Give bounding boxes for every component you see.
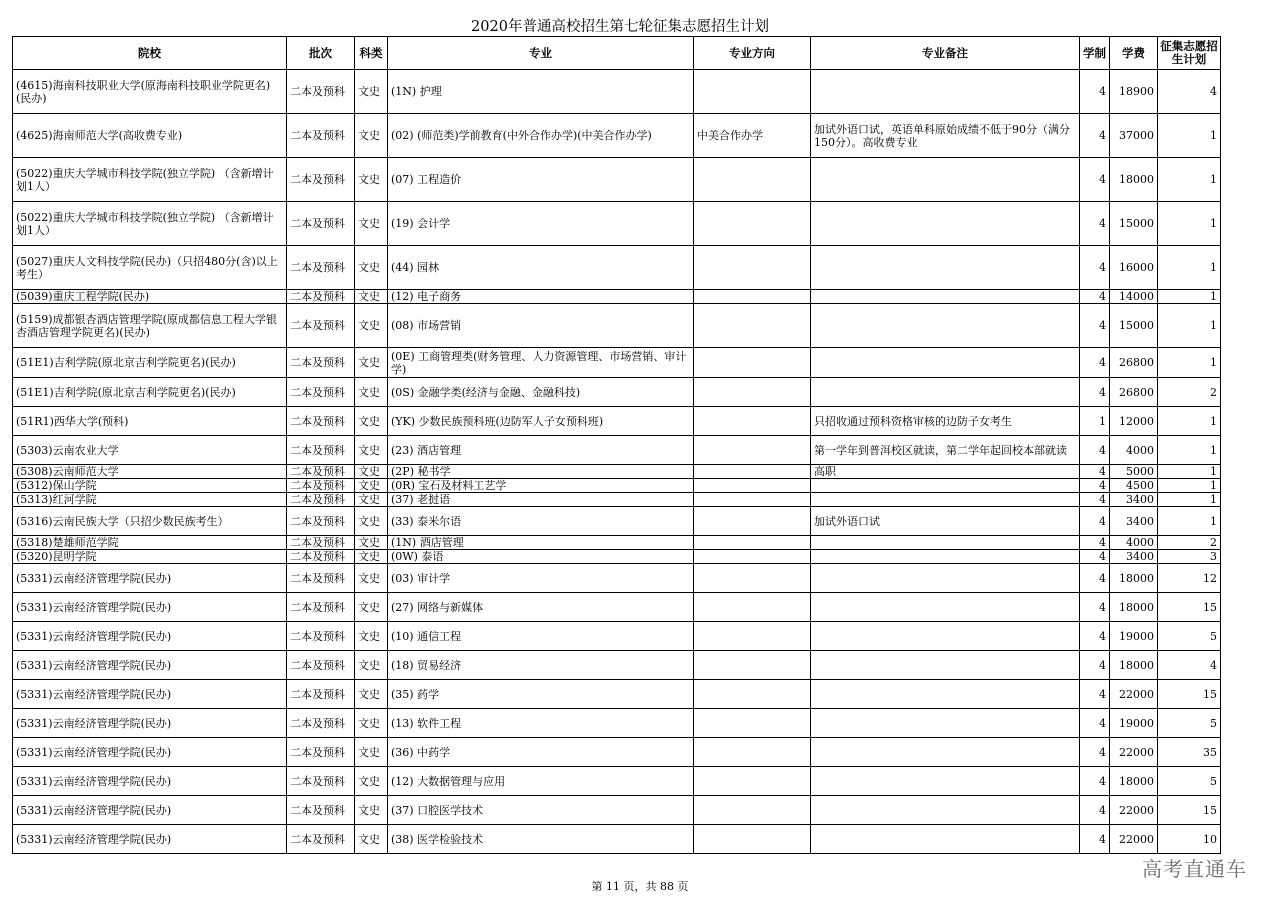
cell-plan: 1	[1158, 436, 1221, 465]
table-row	[13, 507, 1221, 536]
cell-years: 4	[1080, 507, 1110, 536]
cell-direction	[694, 348, 811, 378]
cell-major: (23) 酒店管理	[388, 436, 694, 465]
cell-years: 4	[1080, 796, 1110, 825]
cell-plan: 4	[1158, 651, 1221, 680]
cell-years: 4	[1080, 767, 1110, 796]
cell-major: (38) 医学检验技术	[388, 825, 694, 854]
cell-batch: 二本及预科	[287, 680, 355, 709]
cell-years: 4	[1080, 465, 1110, 479]
table-row	[13, 738, 1221, 767]
cell-plan: 1	[1158, 348, 1221, 378]
cell-category: 文史	[355, 479, 388, 493]
cell-direction	[694, 507, 811, 536]
cell-remark	[811, 564, 1080, 593]
cell-direction	[694, 738, 811, 767]
cell-batch: 二本及预科	[287, 622, 355, 651]
cell-remark	[811, 378, 1080, 407]
table-row	[13, 536, 1221, 550]
cell-years: 4	[1080, 550, 1110, 564]
cell-plan: 35	[1158, 738, 1221, 767]
cell-fee: 22000	[1110, 825, 1158, 854]
table-row	[13, 709, 1221, 738]
cell-fee: 14000	[1110, 290, 1158, 304]
cell-years: 4	[1080, 709, 1110, 738]
cell-batch: 二本及预科	[287, 593, 355, 622]
cell-category: 文史	[355, 70, 388, 114]
cell-major: (27) 网络与新媒体	[388, 593, 694, 622]
cell-school: (5331)云南经济管理学院(民办)	[13, 825, 287, 854]
cell-batch: 二本及预科	[287, 550, 355, 564]
table-row	[13, 290, 1221, 304]
cell-years: 4	[1080, 378, 1110, 407]
cell-remark	[811, 536, 1080, 550]
cell-plan: 15	[1158, 680, 1221, 709]
cell-remark	[811, 550, 1080, 564]
cell-years: 4	[1080, 825, 1110, 854]
cell-plan: 1	[1158, 407, 1221, 436]
cell-category: 文史	[355, 622, 388, 651]
cell-major: (33) 泰米尔语	[388, 507, 694, 536]
cell-direction	[694, 436, 811, 465]
cell-fee: 3400	[1110, 507, 1158, 536]
cell-category: 文史	[355, 290, 388, 304]
header-school: 院校	[13, 37, 287, 70]
cell-batch: 二本及预科	[287, 407, 355, 436]
cell-major: (0E) 工商管理类(财务管理、人力资源管理、市场营销、审计学)	[388, 348, 694, 378]
cell-major: (36) 中药学	[388, 738, 694, 767]
cell-direction	[694, 709, 811, 738]
cell-direction	[694, 246, 811, 290]
cell-direction	[694, 680, 811, 709]
cell-years: 1	[1080, 407, 1110, 436]
cell-school: (5313)红河学院	[13, 493, 287, 507]
cell-category: 文史	[355, 651, 388, 680]
cell-plan: 5	[1158, 709, 1221, 738]
cell-direction	[694, 202, 811, 246]
cell-remark	[811, 493, 1080, 507]
cell-remark	[811, 202, 1080, 246]
cell-school: (5331)云南经济管理学院(民办)	[13, 651, 287, 680]
cell-batch: 二本及预科	[287, 651, 355, 680]
cell-major: (08) 市场营销	[388, 304, 694, 348]
cell-direction	[694, 465, 811, 479]
cell-years: 4	[1080, 738, 1110, 767]
cell-category: 文史	[355, 304, 388, 348]
header-plan: 征集志愿招生计划	[1158, 37, 1221, 70]
cell-major: (YK) 少数民族预科班(边防军人子女预科班)	[388, 407, 694, 436]
cell-fee: 19000	[1110, 622, 1158, 651]
cell-direction	[694, 290, 811, 304]
cell-school: (51E1)吉利学院(原北京吉利学院更名)(民办)	[13, 378, 287, 407]
cell-category: 文史	[355, 738, 388, 767]
cell-school: (5331)云南经济管理学院(民办)	[13, 709, 287, 738]
cell-school: (5316)云南民族大学（只招少数民族考生）	[13, 507, 287, 536]
cell-remark	[811, 767, 1080, 796]
page-title: 2020年普通高校招生第七轮征集志愿招生计划	[471, 19, 769, 35]
cell-batch: 二本及预科	[287, 507, 355, 536]
cell-years: 4	[1080, 246, 1110, 290]
cell-batch: 二本及预科	[287, 304, 355, 348]
cell-major: (18) 贸易经济	[388, 651, 694, 680]
cell-category: 文史	[355, 378, 388, 407]
cell-remark	[811, 593, 1080, 622]
cell-plan: 1	[1158, 158, 1221, 202]
cell-category: 文史	[355, 564, 388, 593]
cell-school: (5320)昆明学院	[13, 550, 287, 564]
cell-remark: 加试外语口试	[811, 507, 1080, 536]
cell-school: (4625)海南师范大学(高收费专业)	[13, 114, 287, 158]
cell-batch: 二本及预科	[287, 709, 355, 738]
cell-batch: 二本及预科	[287, 493, 355, 507]
cell-school: (5039)重庆工程学院(民办)	[13, 290, 287, 304]
cell-plan: 1	[1158, 290, 1221, 304]
cell-school: (5331)云南经济管理学院(民办)	[13, 593, 287, 622]
cell-direction	[694, 796, 811, 825]
cell-remark	[811, 348, 1080, 378]
header-years: 学制	[1080, 37, 1110, 70]
cell-school: (5318)楚雄师范学院	[13, 536, 287, 550]
cell-major: (37) 老挝语	[388, 493, 694, 507]
cell-remark	[811, 70, 1080, 114]
enrollment-plan-table	[12, 36, 1221, 854]
cell-plan: 1	[1158, 114, 1221, 158]
cell-category: 文史	[355, 593, 388, 622]
table-row	[13, 158, 1221, 202]
cell-fee: 16000	[1110, 246, 1158, 290]
table-row	[13, 202, 1221, 246]
cell-direction	[694, 70, 811, 114]
cell-plan: 1	[1158, 493, 1221, 507]
cell-batch: 二本及预科	[287, 348, 355, 378]
cell-school: (5022)重庆大学城市科技学院(独立学院) （含新增计划1人）	[13, 202, 287, 246]
cell-plan: 4	[1158, 70, 1221, 114]
cell-fee: 18000	[1110, 564, 1158, 593]
cell-category: 文史	[355, 246, 388, 290]
cell-major: (1N) 酒店管理	[388, 536, 694, 550]
cell-years: 4	[1080, 114, 1110, 158]
cell-fee: 3400	[1110, 493, 1158, 507]
cell-school: (5331)云南经济管理学院(民办)	[13, 767, 287, 796]
cell-direction	[694, 158, 811, 202]
cell-plan: 1	[1158, 304, 1221, 348]
cell-years: 4	[1080, 593, 1110, 622]
cell-batch: 二本及预科	[287, 246, 355, 290]
cell-school: (51R1)西华大学(预科)	[13, 407, 287, 436]
cell-remark: 第一学年到普洱校区就读，第二学年起回校本部就读	[811, 436, 1080, 465]
cell-plan: 1	[1158, 246, 1221, 290]
cell-years: 4	[1080, 564, 1110, 593]
cell-fee: 5000	[1110, 465, 1158, 479]
cell-category: 文史	[355, 114, 388, 158]
cell-major: (19) 会计学	[388, 202, 694, 246]
cell-school: (5308)云南师范大学	[13, 465, 287, 479]
header-direction: 专业方向	[694, 37, 811, 70]
header-fee: 学费	[1110, 37, 1158, 70]
cell-fee: 18000	[1110, 767, 1158, 796]
cell-batch: 二本及预科	[287, 158, 355, 202]
cell-plan: 3	[1158, 550, 1221, 564]
cell-direction	[694, 825, 811, 854]
table-row	[13, 304, 1221, 348]
cell-plan: 2	[1158, 378, 1221, 407]
cell-fee: 26800	[1110, 378, 1158, 407]
cell-direction	[694, 550, 811, 564]
cell-fee: 18900	[1110, 70, 1158, 114]
cell-remark	[811, 825, 1080, 854]
cell-category: 文史	[355, 767, 388, 796]
table-row	[13, 465, 1221, 479]
cell-remark: 加试外语口试，英语单科原始成绩不低于90分（满分150分）。高收费专业	[811, 114, 1080, 158]
cell-direction	[694, 564, 811, 593]
cell-major: (0W) 泰语	[388, 550, 694, 564]
cell-school: (5331)云南经济管理学院(民办)	[13, 622, 287, 651]
cell-category: 文史	[355, 796, 388, 825]
cell-remark	[811, 796, 1080, 825]
cell-remark	[811, 246, 1080, 290]
cell-category: 文史	[355, 436, 388, 465]
cell-remark	[811, 622, 1080, 651]
cell-direction	[694, 479, 811, 493]
cell-years: 4	[1080, 622, 1110, 651]
cell-major: (0R) 宝石及材料工艺学	[388, 479, 694, 493]
table-header-row	[13, 37, 1221, 70]
cell-years: 4	[1080, 290, 1110, 304]
cell-category: 文史	[355, 407, 388, 436]
cell-batch: 二本及预科	[287, 378, 355, 407]
cell-remark	[811, 680, 1080, 709]
cell-plan: 1	[1158, 479, 1221, 493]
table-row	[13, 348, 1221, 378]
cell-major: (37) 口腔医学技术	[388, 796, 694, 825]
cell-fee: 18000	[1110, 651, 1158, 680]
cell-direction	[694, 593, 811, 622]
cell-school: (5331)云南经济管理学院(民办)	[13, 680, 287, 709]
cell-major: (07) 工程造价	[388, 158, 694, 202]
table-row	[13, 479, 1221, 493]
table-row	[13, 70, 1221, 114]
cell-category: 文史	[355, 465, 388, 479]
cell-batch: 二本及预科	[287, 796, 355, 825]
table-row	[13, 246, 1221, 290]
table-row	[13, 378, 1221, 407]
cell-batch: 二本及预科	[287, 436, 355, 465]
cell-category: 文史	[355, 550, 388, 564]
cell-years: 4	[1080, 348, 1110, 378]
cell-major: (44) 园林	[388, 246, 694, 290]
cell-years: 4	[1080, 651, 1110, 680]
cell-remark: 高职	[811, 465, 1080, 479]
cell-major: (02) (师范类)学前教育(中外合作办学)(中美合作办学)	[388, 114, 694, 158]
cell-batch: 二本及预科	[287, 825, 355, 854]
cell-major: (12) 大数据管理与应用	[388, 767, 694, 796]
cell-fee: 15000	[1110, 304, 1158, 348]
cell-category: 文史	[355, 536, 388, 550]
table-row	[13, 651, 1221, 680]
cell-direction	[694, 536, 811, 550]
cell-years: 4	[1080, 436, 1110, 465]
cell-school: (5331)云南经济管理学院(民办)	[13, 564, 287, 593]
cell-fee: 22000	[1110, 738, 1158, 767]
cell-major: (13) 软件工程	[388, 709, 694, 738]
cell-school: (5312)保山学院	[13, 479, 287, 493]
watermark: 高考直通车	[1142, 857, 1247, 881]
cell-remark	[811, 158, 1080, 202]
cell-batch: 二本及预科	[287, 767, 355, 796]
cell-years: 4	[1080, 70, 1110, 114]
cell-school: (5331)云南经济管理学院(民办)	[13, 796, 287, 825]
cell-major: (10) 通信工程	[388, 622, 694, 651]
cell-batch: 二本及预科	[287, 202, 355, 246]
cell-school: (5303)云南农业大学	[13, 436, 287, 465]
cell-remark	[811, 479, 1080, 493]
cell-plan: 10	[1158, 825, 1221, 854]
cell-direction	[694, 304, 811, 348]
table-row	[13, 825, 1221, 854]
cell-fee: 15000	[1110, 202, 1158, 246]
cell-category: 文史	[355, 507, 388, 536]
cell-fee: 19000	[1110, 709, 1158, 738]
cell-batch: 二本及预科	[287, 70, 355, 114]
cell-school: (4615)海南科技职业大学(原海南科技职业学院更名)(民办)	[13, 70, 287, 114]
cell-remark	[811, 709, 1080, 738]
cell-remark: 只招收通过预科资格审核的边防子女考生	[811, 407, 1080, 436]
cell-direction	[694, 378, 811, 407]
cell-major: (1N) 护理	[388, 70, 694, 114]
table-row	[13, 767, 1221, 796]
table-row	[13, 550, 1221, 564]
cell-school: (5027)重庆人文科技学院(民办)（只招480分(含)以上考生）	[13, 246, 287, 290]
cell-years: 4	[1080, 680, 1110, 709]
table-row	[13, 622, 1221, 651]
table-row	[13, 407, 1221, 436]
cell-batch: 二本及预科	[287, 114, 355, 158]
cell-fee: 4000	[1110, 436, 1158, 465]
table-row	[13, 796, 1221, 825]
cell-fee: 4000	[1110, 536, 1158, 550]
cell-plan: 1	[1158, 507, 1221, 536]
cell-plan: 2	[1158, 536, 1221, 550]
page-footer: 第 11 页，共 88 页	[591, 880, 689, 893]
cell-plan: 5	[1158, 767, 1221, 796]
table-row	[13, 493, 1221, 507]
header-major: 专业	[388, 37, 694, 70]
cell-plan: 15	[1158, 593, 1221, 622]
cell-major: (0S) 金融学类(经济与金融、金融科技)	[388, 378, 694, 407]
cell-fee: 26800	[1110, 348, 1158, 378]
cell-years: 4	[1080, 202, 1110, 246]
cell-school: (5331)云南经济管理学院(民办)	[13, 738, 287, 767]
cell-plan: 1	[1158, 465, 1221, 479]
cell-batch: 二本及预科	[287, 564, 355, 593]
cell-category: 文史	[355, 202, 388, 246]
cell-fee: 18000	[1110, 158, 1158, 202]
cell-remark	[811, 651, 1080, 680]
cell-major: (35) 药学	[388, 680, 694, 709]
table-row	[13, 593, 1221, 622]
cell-category: 文史	[355, 680, 388, 709]
cell-remark	[811, 304, 1080, 348]
cell-category: 文史	[355, 825, 388, 854]
cell-fee: 22000	[1110, 680, 1158, 709]
cell-fee: 18000	[1110, 593, 1158, 622]
cell-remark	[811, 738, 1080, 767]
cell-school: (5022)重庆大学城市科技学院(独立学院) （含新增计划1人）	[13, 158, 287, 202]
table-row	[13, 680, 1221, 709]
cell-years: 4	[1080, 304, 1110, 348]
cell-fee: 4500	[1110, 479, 1158, 493]
cell-plan: 15	[1158, 796, 1221, 825]
cell-direction	[694, 651, 811, 680]
cell-plan: 12	[1158, 564, 1221, 593]
cell-batch: 二本及预科	[287, 290, 355, 304]
cell-category: 文史	[355, 709, 388, 738]
table-body	[13, 70, 1221, 854]
cell-remark	[811, 290, 1080, 304]
table-row	[13, 564, 1221, 593]
cell-direction	[694, 407, 811, 436]
cell-batch: 二本及预科	[287, 465, 355, 479]
cell-category: 文史	[355, 493, 388, 507]
header-category: 科类	[355, 37, 388, 70]
cell-school: (51E1)吉利学院(原北京吉利学院更名)(民办)	[13, 348, 287, 378]
table-row	[13, 436, 1221, 465]
cell-fee: 22000	[1110, 796, 1158, 825]
cell-years: 4	[1080, 493, 1110, 507]
cell-years: 4	[1080, 479, 1110, 493]
cell-major: (03) 审计学	[388, 564, 694, 593]
cell-school: (5159)成都银杏酒店管理学院(原成都信息工程大学银杏酒店管理学院更名)(民办)	[13, 304, 287, 348]
cell-direction	[694, 767, 811, 796]
cell-fee: 3400	[1110, 550, 1158, 564]
cell-years: 4	[1080, 536, 1110, 550]
cell-category: 文史	[355, 348, 388, 378]
cell-batch: 二本及预科	[287, 536, 355, 550]
table-row	[13, 114, 1221, 158]
cell-batch: 二本及预科	[287, 479, 355, 493]
cell-major: (2P) 秘书学	[388, 465, 694, 479]
cell-batch: 二本及预科	[287, 738, 355, 767]
cell-fee: 37000	[1110, 114, 1158, 158]
cell-direction	[694, 622, 811, 651]
header-remark: 专业备注	[811, 37, 1080, 70]
cell-major: (12) 电子商务	[388, 290, 694, 304]
cell-years: 4	[1080, 158, 1110, 202]
cell-direction	[694, 493, 811, 507]
header-batch: 批次	[287, 37, 355, 70]
cell-plan: 1	[1158, 202, 1221, 246]
cell-fee: 12000	[1110, 407, 1158, 436]
cell-direction: 中美合作办学	[694, 114, 811, 158]
cell-plan: 5	[1158, 622, 1221, 651]
cell-category: 文史	[355, 158, 388, 202]
